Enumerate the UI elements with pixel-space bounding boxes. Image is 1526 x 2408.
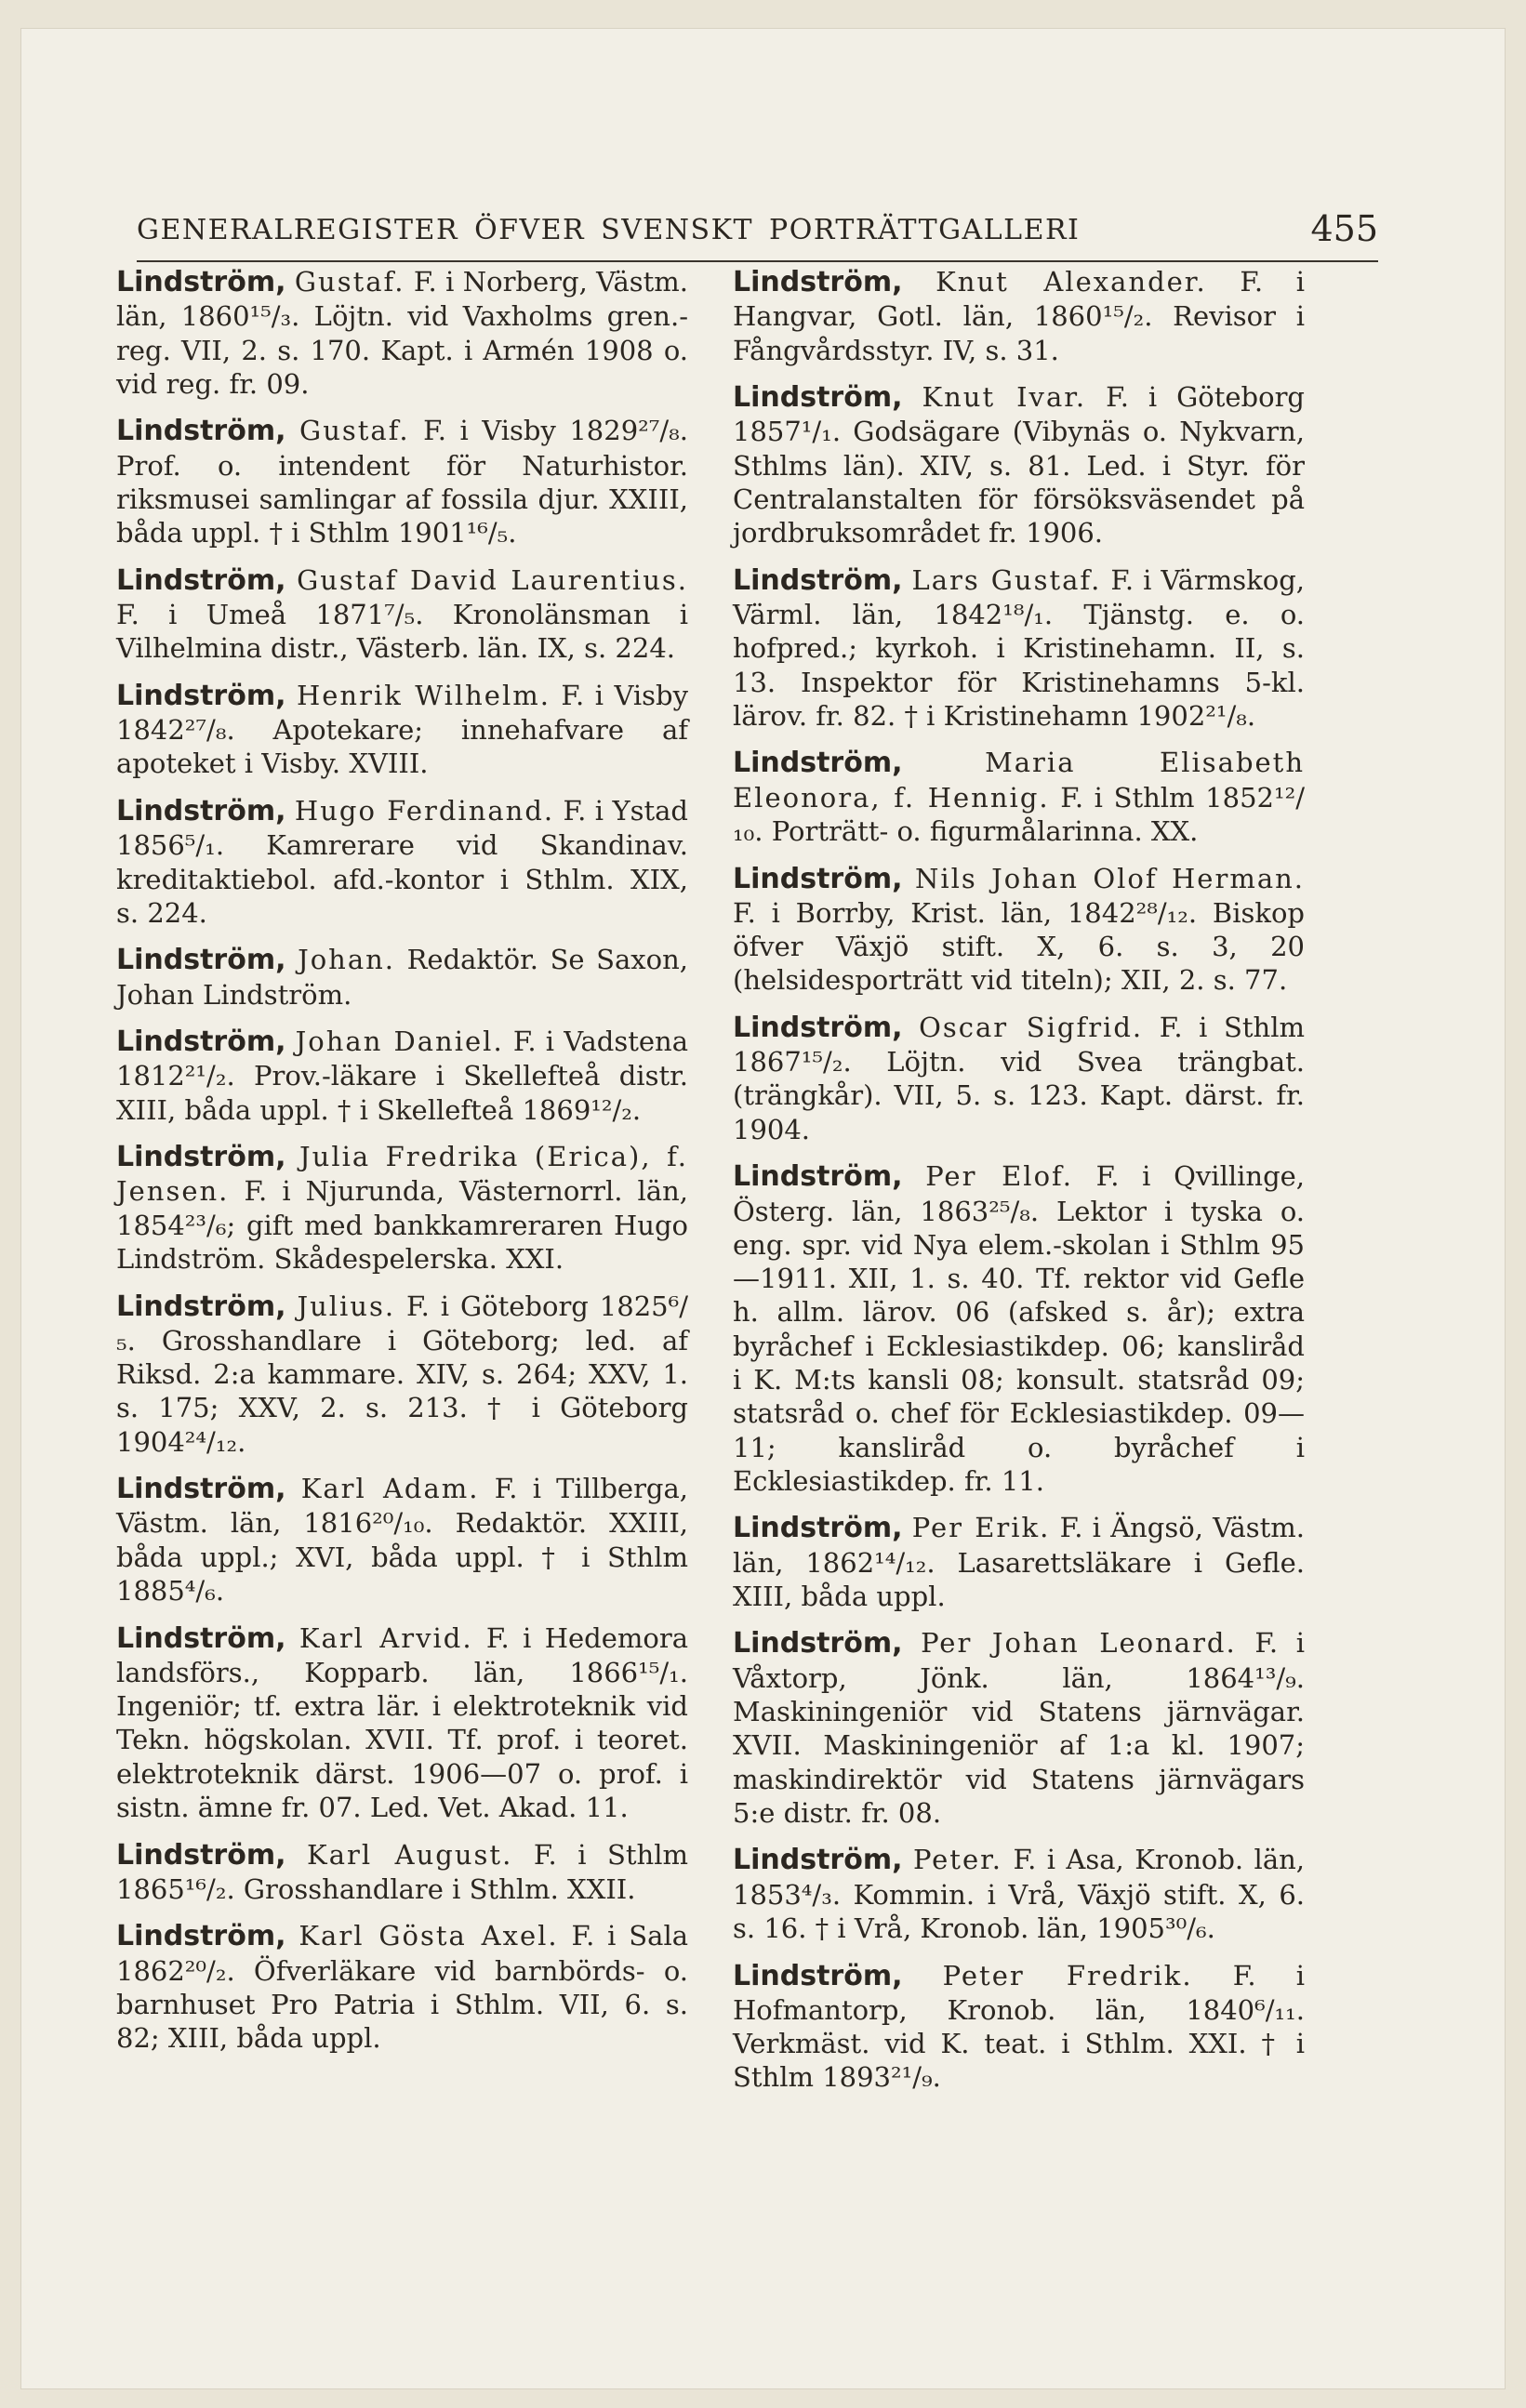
register-entry	[116, 414, 688, 549]
entry-surname: Lindström,	[116, 1838, 286, 1872]
entry-given-name: Peter.	[912, 1844, 1003, 1876]
entry-surname: Lindström,	[733, 1011, 903, 1044]
entry-text: F. i Qvillinge, Österg. län, 1863²⁵/₈. Lektor i tyska o. eng. spr. vid Nya elem.-skolan i Sthlm 95—1911. XII, 1. s. 40. Tf. rektor vid Gefle h. allm. lärov. 06 (afsked s. år); extra byråchef i Ecklesiastikdep. 06; kansliråd i K. M:ts kansli 08; konsult. statsråd 09; statsråd o. chef för Ecklesiastikdep. 09—11; kansliråd o. byråchef i Ecklesiastikdep. fr. 11.	[733, 1160, 1306, 1497]
entry-surname: Lindström,	[116, 1290, 286, 1323]
entry-text: F. i Våxtorp, Jönk. län, 1864¹³/₉. Maskiningeniör vid Statens järnvägar. XVII. Maskiningeniör af 1:a kl. 1907; maskindirektör vid Statens järnvägars 5:e distr. fr. 08.	[733, 1627, 1305, 1829]
entry-text: F. i Hedemora landsförs., Kopparb. län, 1866¹⁵/₁. Ingeniör; tf. extra lär. i elektroteknik vid Tekn. högskolan. XVII. Tf. prof. i teoret. elektroteknik därst. 1906—07 o. prof. i sistn. ämne fr. 07. Led. Vet. Akad. 11.	[116, 1621, 689, 1824]
left-column	[116, 265, 688, 2069]
register-entry	[116, 794, 688, 930]
entry-given-name: Julia Fredrika (Erica), f. Jensen.	[116, 1141, 688, 1208]
entry-surname: Lindström,	[733, 1844, 903, 1877]
register-entry	[116, 1290, 688, 1459]
entry-given-name: Per Erik.	[911, 1512, 1051, 1544]
entry-surname: Lindström,	[733, 1959, 903, 1992]
entry-text: F. i Sala 1862²⁰/₂. Öfverläkare vid barnbörds- o. barnhuset Pro Patria i Sthlm. VII, 6. s. 82; XIII, båda uppl.	[116, 1920, 689, 2055]
entry-surname: Lindström,	[116, 944, 286, 977]
register-entry	[733, 1159, 1305, 1498]
entry-surname: Lindström,	[116, 1141, 286, 1174]
register-entry	[116, 1140, 688, 1276]
entry-given-name: Knut Alexander.	[936, 266, 1207, 298]
register-entry	[116, 1472, 688, 1608]
entry-text: F. i Sthlm 1852¹²/₁₀. Porträtt- o. figurmålarinna. XX.	[733, 781, 1305, 848]
entry-given-name: Gustaf.	[299, 415, 410, 447]
entry-surname: Lindström,	[733, 862, 903, 895]
entry-text: F. i Norberg, Västm. län, 1860¹⁵/₃. Löjtn. vid Vaxholms gren.-reg. VII, 2. s. 170. Kapt. i Armén 1908 o. vid reg. fr. 09.	[116, 266, 689, 400]
entry-given-name: Knut Ivar.	[922, 381, 1087, 414]
entry-given-name: Hugo Ferdinand.	[294, 794, 555, 827]
register-entry	[733, 1511, 1305, 1613]
entry-surname: Lindström,	[733, 1512, 903, 1545]
entry-given-name: Gustaf David Laurentius.	[297, 563, 688, 596]
entry-surname: Lindström,	[733, 747, 903, 780]
entry-text: F. i Hofmantorp, Kronob. län, 1840⁶/₁₁. Verkmäst. vid K. teat. i Sthlm. XXI. † i Sthlm 1893²¹/₉.	[733, 1959, 1305, 2094]
entry-surname: Lindström,	[116, 563, 286, 597]
register-entry	[733, 265, 1305, 367]
entry-given-name: Karl Arvid.	[299, 1621, 473, 1654]
entry-given-name: Maria Elisabeth Eleonora, f. Hennig.	[733, 747, 1306, 814]
entry-text: F. i Tillberga, Västm. län, 1816²⁰/₁₀. Redaktör. XXIII, båda uppl.; XVI, båda uppl. † i Sthlm 1885⁴/₆.	[116, 1473, 689, 1608]
entry-given-name: Oscar Sigfrid.	[919, 1011, 1144, 1043]
entry-given-name: Johan Daniel.	[295, 1025, 504, 1058]
entry-text: F. i Göteborg 1825⁶/₅. Grosshandlare i Göteborg; led. af Riksd. 2:a kammare. XIV, s. 264; XXV, 1. s. 175; XXV, 2. s. 213. † i Göteborg 1904²⁴/₁₂.	[116, 1290, 689, 1458]
entry-surname: Lindström,	[116, 1473, 286, 1506]
entry-given-name: Julius.	[297, 1290, 396, 1322]
register-entry	[116, 1838, 688, 1907]
register-entry	[116, 563, 688, 666]
register-entry	[116, 265, 688, 401]
entry-surname: Lindström,	[116, 1920, 286, 1953]
entry-surname: Lindström,	[733, 1627, 903, 1660]
register-entry	[733, 862, 1305, 998]
entry-text: F. i Asa, Kronob. län, 1853⁴/₃. Kommin. i Vrå, Växjö stift. X, 6. s. 16. † i Vrå, Kronob. län, 1905³⁰/₆.	[733, 1844, 1306, 1945]
entry-text: Redaktör. Se Saxon, Johan Lindström.	[116, 944, 689, 1011]
entry-surname: Lindström,	[733, 266, 903, 298]
entry-surname: Lindström,	[733, 381, 903, 415]
entry-text: F. i Ängsö, Västm. län, 1862¹⁴/₁₂. Lasarettsläkare i Gefle. XIII, båda uppl.	[733, 1512, 1305, 1612]
entry-given-name: Gustaf.	[294, 266, 405, 298]
page-number: 455	[1310, 208, 1378, 249]
entry-surname: Lindström,	[116, 1025, 286, 1059]
register-entry	[116, 943, 688, 1012]
page-header	[137, 208, 1378, 262]
entry-text: F. i Njurunda, Västernorrl. län, 1854²³/₆; gift med bankkamreraren Hugo Lindström. Skådespelerska. XXI.	[116, 1175, 688, 1276]
entry-text: F. i Sthlm 1865¹⁶/₂. Grosshandlare i Sthlm. XXII.	[116, 1838, 688, 1905]
entry-given-name: Karl August.	[307, 1838, 513, 1871]
entry-text: F. i Ystad 1856⁵/₁. Kamrerare vid Skandinav. kreditaktiebol. afd.-kontor i Sthlm. XIX, s. 224.	[116, 794, 688, 929]
register-entry	[116, 1919, 688, 2055]
right-column	[733, 265, 1305, 2108]
entry-given-name: Karl Adam.	[300, 1473, 480, 1505]
entry-text: F. i Vadstena 1812²¹/₂. Prov.-läkare i Skellefteå distr. XIII, båda uppl. † i Skellefteå 1869¹²/₂.	[116, 1025, 688, 1126]
entry-given-name: Per Johan Leonard.	[921, 1627, 1237, 1660]
entry-given-name: Karl Gösta Axel.	[299, 1920, 559, 1952]
register-entry	[733, 563, 1305, 733]
register-entry	[733, 1959, 1305, 2095]
entry-surname: Lindström,	[116, 679, 286, 712]
entry-given-name: Henrik Wilhelm.	[296, 679, 551, 711]
entry-text: F. i Visby 1842²⁷/₈. Apotekare; innehafvare af apoteket i Visby. XVIII.	[116, 679, 688, 780]
entry-surname: Lindström,	[116, 266, 286, 298]
entry-text: F. i Borrby, Krist. län, 1842²⁸/₁₂. Biskop öfver Växjö stift. X, 6. s. 3, 20 (helsidesporträtt vid titeln); XII, 2. s. 77.	[733, 896, 1305, 997]
register-entry	[733, 746, 1305, 848]
entry-text: F. i Hangvar, Gotl. län, 1860¹⁵/₂. Revisor i Fångvårdsstyr. IV, s. 31.	[733, 266, 1306, 366]
entry-text: F. i Umeå 1871⁷/₅. Kronolänsman i Vilhelmina distr., Västerb. län. IX, s. 224.	[116, 599, 688, 665]
entry-text: F. i Sthlm 1867¹⁵/₂. Löjtn. vid Svea trängbat. (trängkår). VII, 5. s. 123. Kapt. därst. fr. 1904.	[733, 1011, 1306, 1145]
entry-surname: Lindström,	[733, 563, 903, 597]
register-entry	[116, 679, 688, 781]
register-entry	[116, 1621, 688, 1825]
entry-surname: Lindström,	[116, 794, 286, 827]
entry-given-name: Lars Gustaf.	[911, 563, 1102, 596]
entry-given-name: Per Elof.	[925, 1160, 1073, 1193]
entry-given-name: Peter Fredrik.	[942, 1959, 1193, 1991]
entry-text: F. i Värmskog, Värml. län, 1842¹⁸/₁. Tjänstg. e. o. hofpred.; kyrkoh. i Kristinehamn. II, s. 13. Inspektor för Kristinehamns 5-kl. lärov. fr. 82. † i Kristinehamn 1902²¹/₈.	[733, 563, 1306, 732]
register-entry	[733, 380, 1305, 549]
entry-surname: Lindström,	[116, 1621, 286, 1655]
entry-text: F. i Göteborg 1857¹/₁. Godsägare (Vibynäs o. Nykvarn, Sthlms län). XIV, s. 81. Led. i Styr. för Centralanstalten för försöksväsendet på jordbruksområdet fr. 1906.	[733, 381, 1306, 549]
register-entry	[733, 1011, 1305, 1146]
register-entry	[116, 1025, 688, 1127]
running-title: GENERALREGISTER ÖFVER SVENSKT PORTRÄTTGALLERI	[137, 214, 1081, 246]
entry-given-name: Johan.	[298, 944, 396, 976]
entry-surname: Lindström,	[116, 415, 286, 448]
register-entry	[733, 1843, 1305, 1945]
entry-text: F. i Visby 1829²⁷/₈. Prof. o. intendent för Naturhistor. riksmusei samlingar af fossila djur. XXIII, båda uppl. † i Sthlm 1901¹⁶/₅.	[116, 415, 689, 549]
entry-given-name: Nils Johan Olof Herman.	[914, 862, 1306, 894]
register-entry	[733, 1626, 1305, 1830]
entry-surname: Lindström,	[733, 1160, 903, 1194]
